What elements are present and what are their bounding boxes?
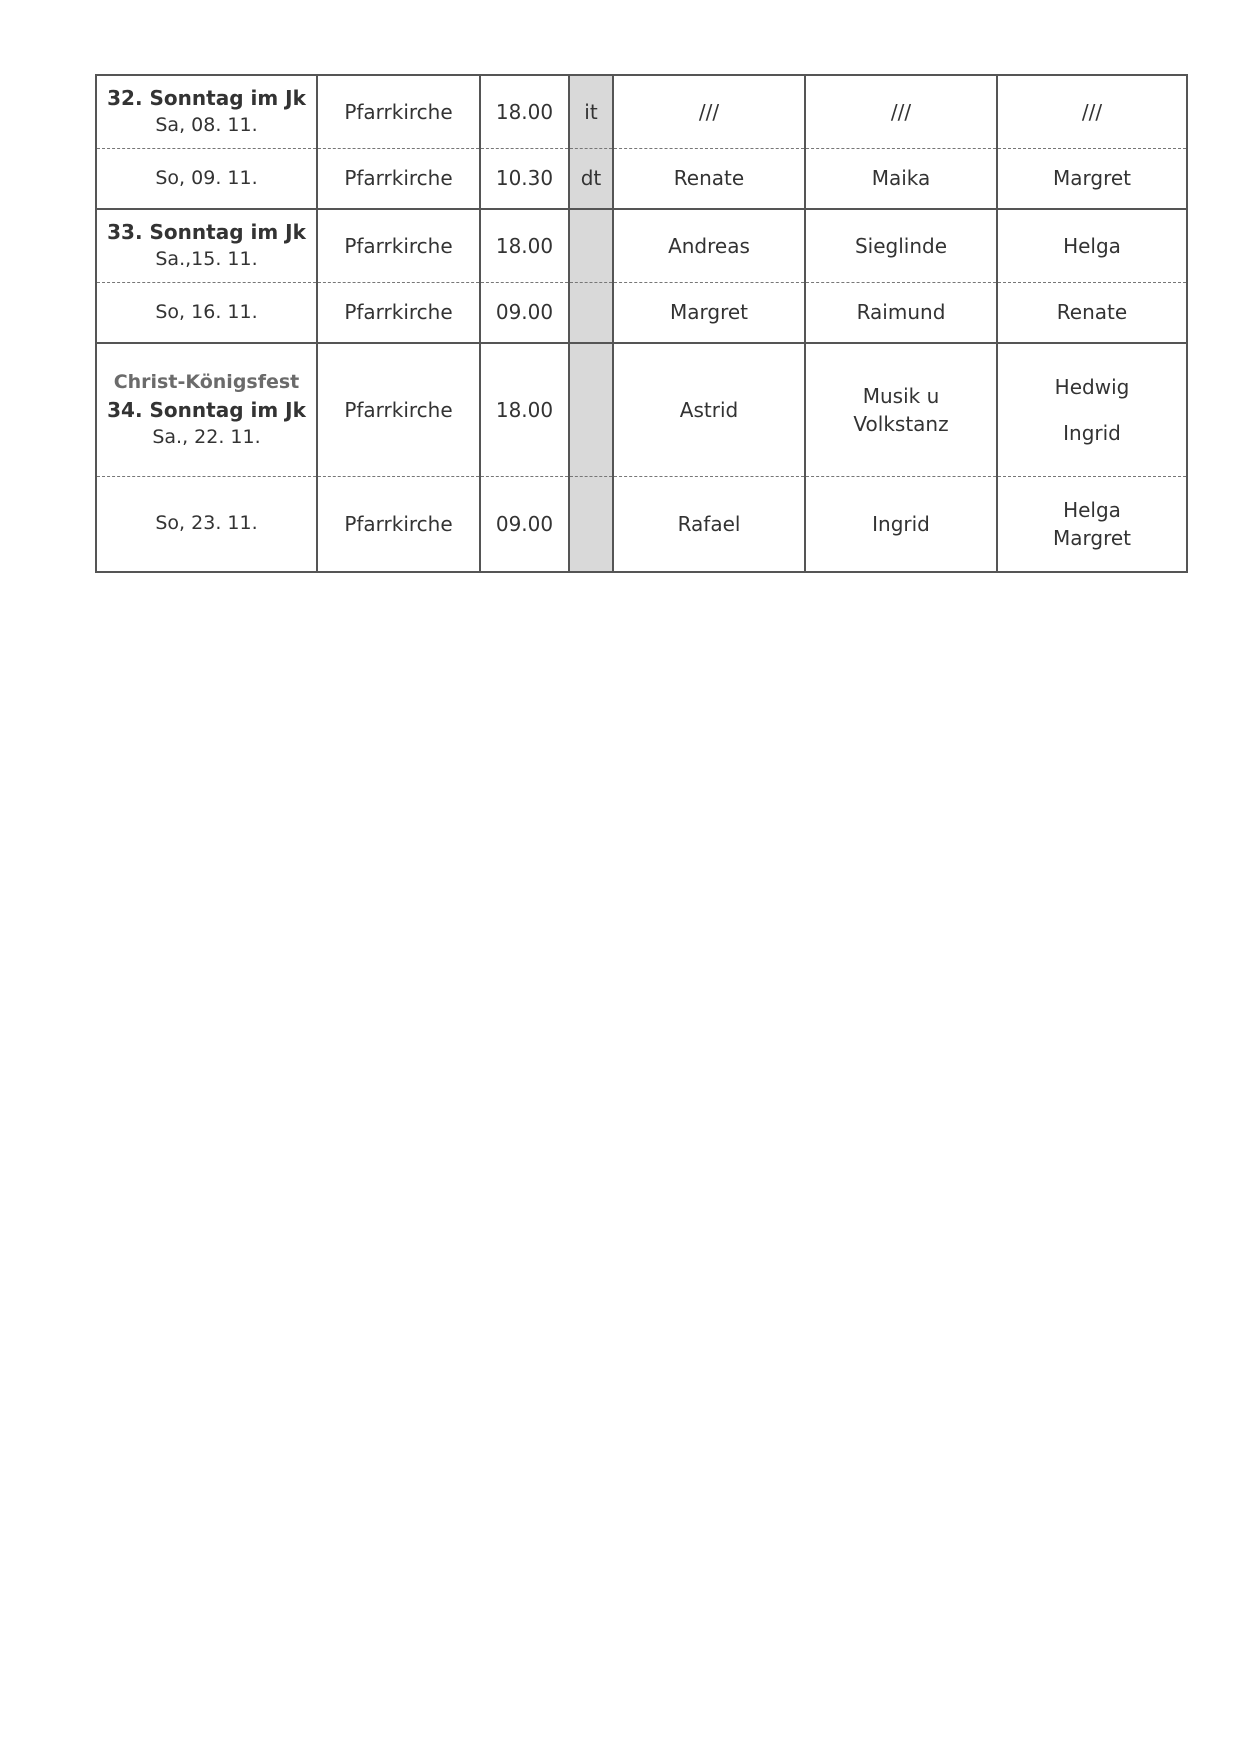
assignee-cell-3 [997, 148, 1187, 209]
occasion-label: 34. Sonntag im Jk [107, 397, 306, 422]
assignee-cell-1 [613, 476, 805, 572]
language-cell [569, 343, 613, 476]
assignee-name: Renate [673, 166, 745, 191]
assignee-cell-2 [805, 343, 997, 476]
assignee-name: Renate [1056, 300, 1128, 325]
assignee-name: Margret [669, 300, 748, 325]
occasion-cell [96, 282, 317, 343]
assignee-cell-1 [613, 209, 805, 282]
assignee-cell-2 [805, 75, 997, 148]
language-cell [569, 476, 613, 572]
assignee-name: Rafael [677, 511, 741, 536]
assignee-name: Ingrid [1063, 420, 1121, 445]
occasion-cell [96, 343, 317, 476]
assignee-cell-1 [613, 75, 805, 148]
place-cell: Pfarrkirche [317, 343, 480, 476]
assignee-name: Musik u [862, 383, 940, 408]
date-label: Sa, 08. 11. [155, 114, 258, 137]
assignee-cell-2 [805, 282, 997, 343]
assignee-cell-1 [613, 343, 805, 476]
assignee-name: Helga [1063, 233, 1121, 258]
assignee-name: Hedwig [1054, 374, 1130, 399]
assignee-name: /// [1081, 99, 1103, 124]
place-cell: Pfarrkirche [317, 75, 480, 148]
assignee-cell-3 [997, 476, 1187, 572]
table-row [96, 476, 1187, 572]
assignee-name: /// [698, 99, 720, 124]
assignee-cell-3 [997, 343, 1187, 476]
assignee-cell-2 [805, 148, 997, 209]
date-label: So, 16. 11. [155, 300, 258, 323]
table-row [96, 209, 1187, 282]
time-cell: 18.00 [480, 343, 569, 476]
language-cell: dt [569, 148, 613, 209]
time-cell: 18.00 [480, 75, 569, 148]
date-label: Sa.,15. 11. [155, 248, 258, 271]
assignee-name: Ingrid [872, 511, 930, 536]
date-label: Sa., 22. 11. [152, 425, 261, 448]
assignee-name: Astrid [679, 397, 739, 422]
assignee-cell-2 [805, 476, 997, 572]
language-cell [569, 209, 613, 282]
date-label: So, 09. 11. [155, 166, 258, 189]
occasion-cell [96, 148, 317, 209]
assignee-cell-1 [613, 148, 805, 209]
language-cell [569, 282, 613, 343]
occasion-cell [96, 75, 317, 148]
table-row [96, 343, 1187, 476]
occasion-label: 32. Sonntag im Jk [107, 86, 306, 111]
feast-label: Christ-Königsfest [113, 371, 300, 394]
assignee-name: Maika [871, 166, 931, 191]
date-label: So, 23. 11. [155, 512, 258, 535]
place-cell: Pfarrkirche [317, 148, 480, 209]
schedule-table [95, 74, 1188, 573]
language-cell: it [569, 75, 613, 148]
assignee-name: Margret [1052, 166, 1131, 191]
place-cell: Pfarrkirche [317, 209, 480, 282]
occasion-cell [96, 209, 317, 282]
assignee-name: Sieglinde [854, 233, 948, 258]
occasion-label: 33. Sonntag im Jk [107, 220, 306, 245]
time-cell: 09.00 [480, 282, 569, 343]
time-cell: 09.00 [480, 476, 569, 572]
assignee-name: Raimund [856, 300, 946, 325]
table-row [96, 75, 1187, 148]
assignee-cell-3 [997, 209, 1187, 282]
assignee-name: Helga [1063, 497, 1121, 522]
place-cell: Pfarrkirche [317, 476, 480, 572]
time-cell: 10.30 [480, 148, 569, 209]
assignee-cell-2 [805, 209, 997, 282]
table-row [96, 148, 1187, 209]
assignee-name: Andreas [668, 233, 750, 258]
place-cell: Pfarrkirche [317, 282, 480, 343]
assignee-name: Margret [1052, 525, 1131, 550]
assignee-cell-3 [997, 75, 1187, 148]
table-row [96, 282, 1187, 343]
time-cell: 18.00 [480, 209, 569, 282]
assignee-name: Volkstanz [853, 411, 949, 436]
occasion-cell [96, 476, 317, 572]
assignee-cell-3 [997, 282, 1187, 343]
assignee-cell-1 [613, 282, 805, 343]
assignee-name: /// [890, 99, 912, 124]
